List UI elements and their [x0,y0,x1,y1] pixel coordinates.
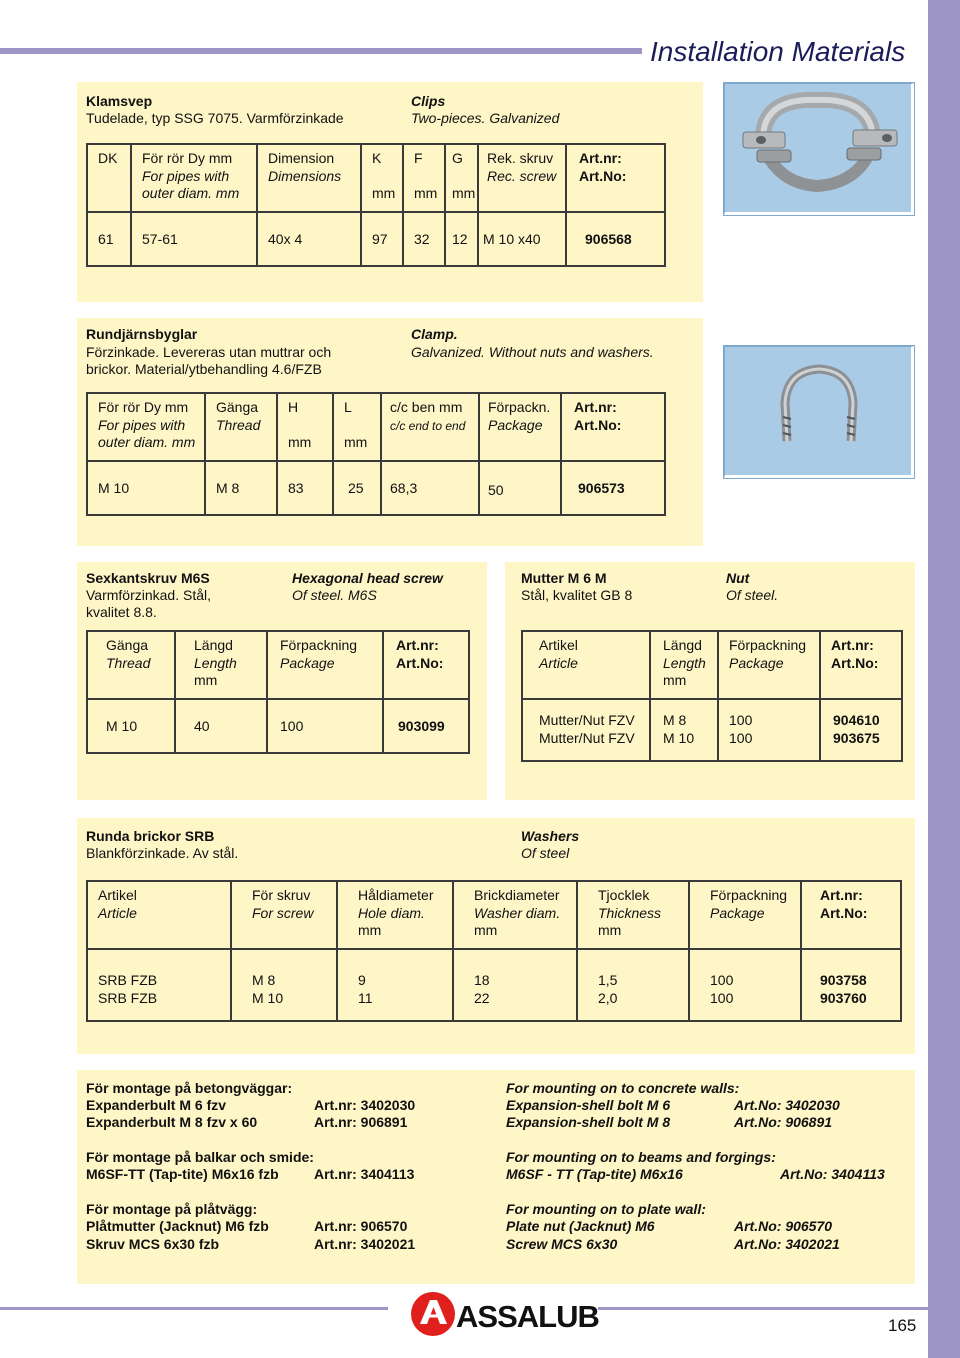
product-name: Skruv MCS 6x30 fzb [86,1236,220,1252]
header-rule [0,48,642,54]
product-name: M6SF - TT (Tap-tite) M6x16 [506,1166,683,1182]
clips-en-desc: Two-pieces. Galvanized [411,110,560,126]
cell: SRB FZB SRB FZB [87,949,231,1021]
cell: M 10 [87,461,205,515]
col-header: DK [87,144,131,212]
hex-screw-table [86,630,470,754]
assalub-logo-icon [410,1290,599,1338]
hex-screw-en-title: Hexagonal head screw [292,570,443,586]
mounting-heading: For mounting on to plate wall: [506,1201,706,1217]
clamp-table [86,392,666,516]
cell: 61 [87,212,131,266]
product-name: Expanderbult M 8 fzv x 60 [86,1114,258,1130]
assalub-logo [410,1290,599,1338]
table-row [87,949,901,1021]
table-header-row [87,144,665,212]
cell: M 10 [87,699,175,753]
article-number: 904610 903675 [820,699,902,761]
cell: 97 [361,212,403,266]
clamp-product-photo [724,346,914,478]
article-number: Art.No: 3404113 [780,1166,885,1182]
table-header-row [522,631,902,699]
col-header: Längd Length mm [175,631,267,699]
cell: 100 [267,699,383,753]
pipe-clip-icon [725,84,911,212]
cell: Mutter/Nut FZV Mutter/Nut FZV [522,699,650,761]
product-name: Plate nut (Jacknut) M6 [506,1218,655,1234]
article-number: 903758 903760 [801,949,901,1021]
page-title: Installation Materials [650,36,906,67]
cell: 18 22 [453,949,577,1021]
clips-en-title: Clips [411,93,446,109]
article-number: Art.nr: 3402030 [314,1097,416,1113]
col-header: Art.nr: Art.No: [561,393,665,461]
col-header: Brickdiameter Washer diam. mm [453,881,577,949]
nut-en-title: Nut [726,570,750,586]
cell: 9 11 [337,949,453,1021]
product-name: Screw MCS 6x30 [506,1236,618,1252]
nut-sv-title: Mutter M 6 M [521,570,607,586]
cell: M 8 [205,461,277,515]
cell: 12 [445,212,478,266]
col-header: Tjocklek Thickness mm [577,881,689,949]
article-number: 906568 [566,212,665,266]
mounting-heading: För montage på balkar och smide: [86,1149,314,1165]
clamp-sv-desc: Förzinkade. Levereras utan muttrar och [86,344,332,360]
col-header: Artikel Article [522,631,650,699]
clips-sv-title: Klamsvep [86,93,153,109]
mounting-heading: För montage på betongväggar: [86,1080,293,1096]
clips-sv-desc: Tudelade, typ SSG 7075. Varmförzinkade [86,110,344,126]
col-header: Art.nr: Art.No: [801,881,901,949]
clamp-sv-title: Rundjärnsbyglar [86,326,198,342]
product-name: Plåtmutter (Jacknut) M6 fzb [86,1218,269,1234]
washers-en-desc: Of steel [521,845,570,861]
washers-sv-title: Runda brickor SRB [86,828,215,844]
table-row [87,461,665,515]
clips-table [86,143,666,267]
table-header-row [87,631,469,699]
u-bolt-icon [725,347,911,475]
col-header: L mm [333,393,381,461]
hex-screw-sv-desc: kvalitet 8.8. [86,604,157,620]
col-header: Längd Length mm [650,631,718,699]
col-header: c/c ben mm c/c end to end [381,393,479,461]
nut-sv-desc: Stål, kvalitet GB 8 [521,587,633,603]
table-header-row [87,881,901,949]
svg-text:ASSALUB: ASSALUB [456,1299,599,1334]
footer-rule-left [0,1307,388,1310]
article-number: 903099 [383,699,469,753]
col-header: Gänga Thread [205,393,277,461]
clamp-en-title: Clamp. [411,326,458,342]
table-row [522,699,902,761]
cell: 1,5 2,0 [577,949,689,1021]
cell: 40 [175,699,267,753]
col-header: Art.nr: Art.No: [820,631,902,699]
hex-screw-sv-desc: Varmförzinkad. Stål, [86,587,212,603]
clamp-en-desc: Galvanized. Without nuts and washers. [411,344,654,360]
cell: M 8 M 10 [231,949,337,1021]
article-number: Art.No: 906570 [734,1218,833,1234]
footer-rule-right [598,1307,928,1310]
cell: 40x 4 [257,212,361,266]
mounting-heading: For mounting on to beams and forgings: [506,1149,776,1165]
cell: 50 [479,461,561,515]
washers-sv-desc: Blankförzinkade. Av stål. [86,845,239,861]
col-header: För skruv For screw [231,881,337,949]
col-header: Håldiameter Hole diam. mm [337,881,453,949]
cell: 100 100 [689,949,801,1021]
product-name: Expansion-shell bolt M 8 [506,1114,671,1130]
col-header: G mm [445,144,478,212]
article-number: Art.No: 906891 [734,1114,833,1130]
cell: M 8 M 10 [650,699,718,761]
nut-table [521,630,903,762]
article-number: Art.nr: 906891 [314,1114,408,1130]
cell: 83 [277,461,333,515]
col-header: Rek. skruv Rec. screw [478,144,566,212]
col-header: Förpackning Package [267,631,383,699]
page-number: 165 [888,1316,917,1335]
washers-en-title: Washers [521,828,580,844]
col-header: Art.nr: Art.No: [383,631,469,699]
col-header: Förpackning Package [718,631,820,699]
cell: 100 100 [718,699,820,761]
col-header: Artikel Article [87,881,231,949]
cell: 68,3 [381,461,479,515]
table-header-row [87,393,665,461]
side-accent-bar [928,0,960,1358]
clamp-sv-desc: brickor. Material/ytbehandling 4.6/FZB [86,361,322,377]
table-row [87,212,665,266]
nut-en-desc: Of steel. [726,587,779,603]
hex-screw-sv-title: Sexkantskruv M6S [86,570,210,586]
col-header: Förpackn. Package [479,393,561,461]
hex-screw-en-desc: Of steel. M6S [292,587,377,603]
col-header: Förpackning Package [689,881,801,949]
cell: 32 [403,212,445,266]
col-header: K mm [361,144,403,212]
col-header: För rör Dy mm For pipes with outer diam. mm [131,144,257,212]
cell: M 10 x40 [478,212,566,266]
cell: 25 [333,461,381,515]
washers-table [86,880,902,1022]
mounting-heading: För montage på plåtvägg: [86,1201,258,1217]
col-header: För rör Dy mm For pipes with outer diam. mm [87,393,205,461]
article-number: Art.No: 3402030 [734,1097,840,1113]
product-name: Expanderbult M 6 fzv [86,1097,227,1113]
cell: 57-61 [131,212,257,266]
col-header: Art.nr: Art.No: [566,144,665,212]
col-header: F mm [403,144,445,212]
article-number: Art.No: 3402021 [734,1236,840,1252]
mounting-heading: For mounting on to concrete walls: [506,1080,740,1096]
col-header: H mm [277,393,333,461]
product-name: M6SF-TT (Tap-tite) M6x16 fzb [86,1166,279,1182]
article-number: Art.nr: 906570 [314,1218,408,1234]
col-header: Dimension Dimensions [257,144,361,212]
col-header: Gänga Thread [87,631,175,699]
article-number: Art.nr: 3404113 [314,1166,415,1182]
article-number: Art.nr: 3402021 [314,1236,416,1252]
clips-product-photo [724,83,914,215]
table-row [87,699,469,753]
product-name: Expansion-shell bolt M 6 [506,1097,671,1113]
article-number: 906573 [561,461,665,515]
